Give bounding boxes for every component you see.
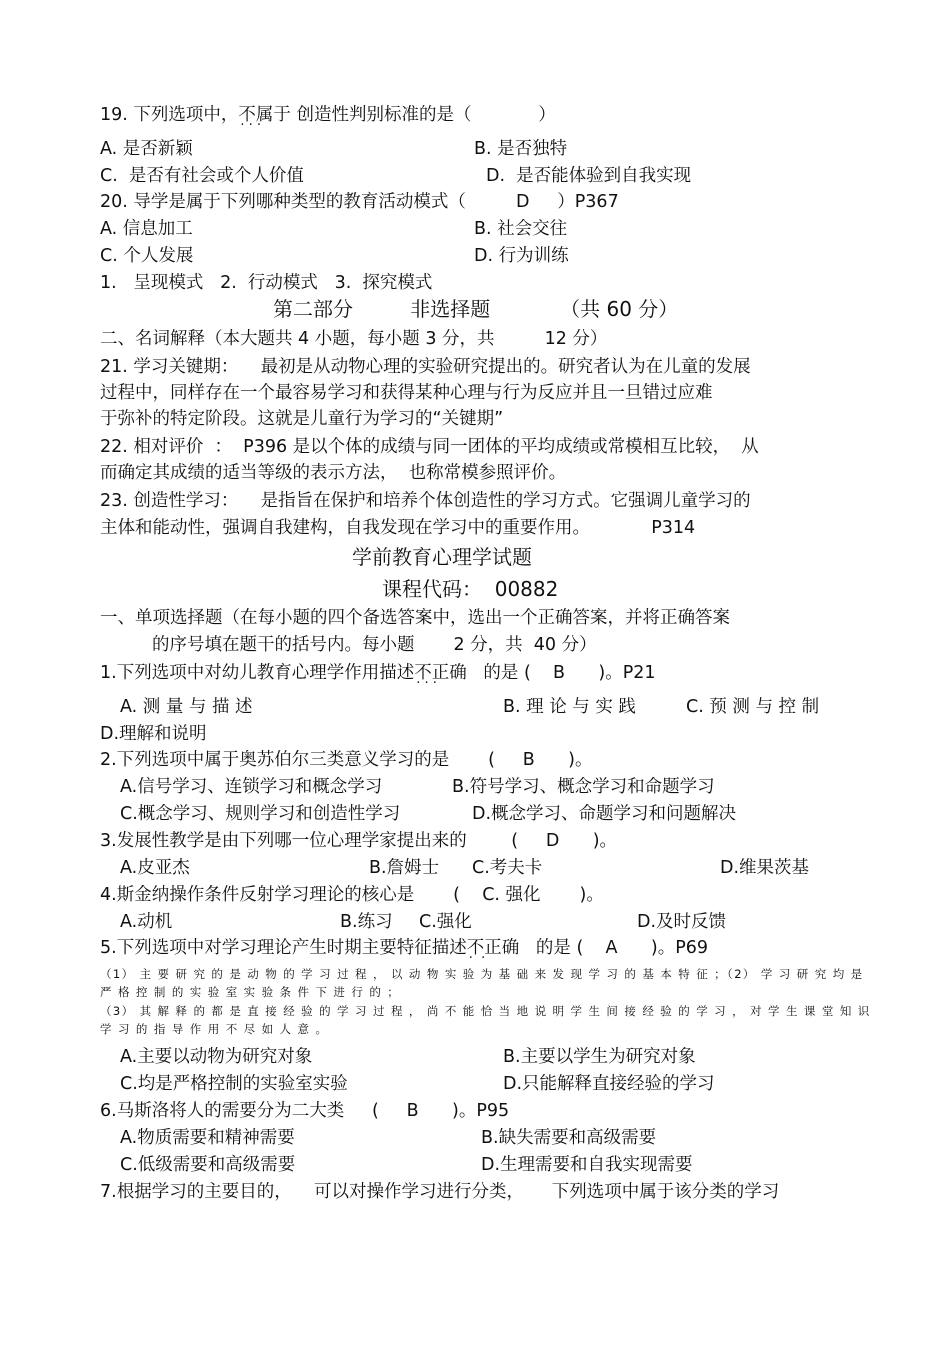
exam-section-heading-2: 的序号填在题干的括号内。每小题 2 分，共 40 分）	[152, 635, 597, 655]
mq2-stem: 2.下列选项中属于奥苏伯尔三类意义学习的是 ( B )。	[100, 750, 593, 770]
mq5-option-c: C.均是严格控制的实验室实验	[120, 1074, 348, 1094]
mq6-option-a: A.物质需要和精神需要	[120, 1128, 295, 1148]
mq4-option-c: C.强化	[419, 912, 472, 932]
mq4-option-b: B.练习	[340, 912, 393, 932]
mq1-stem-pre: 1.下列选项中对幼儿教育心理学作用描述	[100, 663, 415, 683]
mq2-option-d: D.概念学习、命题学习和问题解决	[472, 804, 737, 824]
q19-option-c: C. 是否有社会或个人价值	[100, 166, 304, 186]
q19-option-a: A. 是否新颖	[100, 139, 193, 159]
mq2-option-c: C.概念学习、规则学习和创造性学习	[120, 804, 401, 824]
mq4-option-d: D.及时反馈	[637, 912, 727, 932]
exam-title: 学前教育心理学试题	[352, 545, 532, 569]
mq5-option-b: B.主要以学生为研究对象	[503, 1047, 696, 1067]
q19-stem	[100, 104, 556, 126]
q23-line-2: 主体和能动性，强调自我建构，自我发现在学习中的重要作用。 P314	[100, 518, 696, 538]
q20-stem: 20. 导学是属于下列哪种类型的教育活动模式（ D ）P367	[100, 192, 619, 212]
mq3-option-c: C.考夫卡	[472, 858, 543, 878]
q19-option-d: D. 是否能体验到自我实现	[486, 166, 692, 186]
exam-course-code: 课程代码： 00882	[382, 577, 559, 601]
mq5-emphasis: 不正确 · ·	[467, 937, 520, 959]
mq1-stem	[100, 662, 656, 684]
mq6-stem: 6.马斯洛将人的需要分为二大类 ( B )。P95	[100, 1101, 510, 1121]
q20-note: 1. 呈现模式 2. 行动模式 3. 探究模式	[100, 273, 433, 293]
q23-line-1: 23. 创造性学习： 是指旨在保护和培养个体创造性的学习方式。它强调儿童学习的	[100, 491, 751, 511]
q22-line-2: 而确定其成绩的适当等级的表示方法， 也称常模参照评价。	[100, 463, 567, 483]
mq3-option-d: D.维果茨基	[720, 858, 810, 878]
mq5-note-2: 严 格 控 制 的 实 验 室 实 验 条 件 下 进 行 的 ；	[100, 985, 401, 999]
mq7-stem: 7.根据学习的主要目的， 可以对操作学习进行分类， 下列选项中属于该分类的学习	[100, 1182, 780, 1202]
q20-option-b: B. 社会交往	[474, 219, 568, 239]
mq4-option-a: A.动机	[120, 912, 173, 932]
q20-option-c: C. 个人发展	[100, 246, 194, 266]
mq2-option-a: A.信号学习、连锁学习和概念学习	[120, 777, 383, 797]
mq1-option-c: C. 预 测 与 控 制	[686, 697, 820, 717]
mq6-option-b: B.缺失需要和高级需要	[481, 1128, 657, 1148]
mq5-stem	[100, 937, 708, 959]
mq5-note-3: （3） 其 解 释 的 都 是 直 接 经 验 的 学 习 过 程 ， 尚 不 能 恰 当 地 说 明 学 生 间 接 经 验 的 学 习 ， 对 学 生 课 堂 知 识	[100, 1004, 871, 1018]
mq4-stem: 4.斯金纳操作条件反射学习理论的核心是 ( C. 强化 )。	[100, 885, 604, 905]
mq5-note-4: 学 习 的 指 导 作 用 不 尽 如 人 意 。	[100, 1022, 329, 1036]
mq5-stem-pre: 5.下列选项中对学习理论产生时期主要特征描述	[100, 938, 467, 958]
q19-stem-post: 创造性判别标准的是（ ）	[290, 105, 556, 125]
q19-emphasis: 不属于 · · ·	[238, 104, 291, 126]
mq1-option-d: D.理解和说明	[100, 724, 207, 744]
part2-title: 第二部分 非选择题 （共 60 分）	[273, 297, 679, 321]
mq5-option-a: A.主要以动物为研究对象	[120, 1047, 313, 1067]
mq3-stem: 3.发展性教学是由下列哪一位心理学家提出来的 ( D )。	[100, 831, 618, 851]
q20-option-d: D. 行为训练	[474, 246, 569, 266]
q21-line-1: 21. 学习关键期： 最初是从动物心理的实验研究提出的。研究者认为在儿童的发展	[100, 357, 751, 377]
mq6-option-d: D.生理需要和自我实现需要	[481, 1155, 693, 1175]
mq5-note-1: （1） 主 要 研 究 的 是 动 物 的 学 习 过 程 ， 以 动 物 实 验 为 基 础 来 发 现 学 习 的 基 本 特 征 ；（2） 学 习 研 究 均 是	[100, 967, 864, 981]
q19-option-b: B. 是否独特	[474, 139, 568, 159]
mq3-option-b: B.詹姆士	[369, 858, 440, 878]
part2-section-heading: 二、名词解释（本大题共 4 小题，每小题 3 分，共 12 分）	[100, 329, 608, 349]
mq1-stem-post: 的是 ( B )。P21	[466, 663, 656, 683]
mq1-emphasis: 不正确 · · ·	[414, 662, 467, 684]
q21-line-2: 过程中，同样存在一个最容易学习和获得某种心理与行为反应并且一旦错过应难	[100, 383, 713, 403]
mq1-option-b: B. 理 论 与 实 践	[503, 697, 636, 717]
mq6-option-c: C.低级需要和高级需要	[120, 1155, 296, 1175]
mq2-option-b: B.符号学习、概念学习和命题学习	[452, 777, 715, 797]
mq3-option-a: A.皮亚杰	[120, 858, 190, 878]
mq5-stem-post: 的是 ( A )。P69	[519, 938, 709, 958]
exam-section-heading-1: 一、单项选择题（在每小题的四个备选答案中，选出一个正确答案，并将正确答案	[100, 608, 730, 628]
q21-line-3: 于弥补的特定阶段。这就是儿童行为学习的“关键期”	[100, 409, 504, 429]
mq1-option-a: A. 测 量 与 描 述	[120, 697, 253, 717]
q20-option-a: A. 信息加工	[100, 219, 193, 239]
q22-line-1: 22. 相对评价 ： P396 是以个体的成绩与同一团体的平均成绩或常模相互比较， 从	[100, 437, 759, 457]
mq5-option-d: D.只能解释直接经验的学习	[503, 1074, 715, 1094]
q19-stem-pre: 19. 下列选项中，	[100, 105, 239, 125]
